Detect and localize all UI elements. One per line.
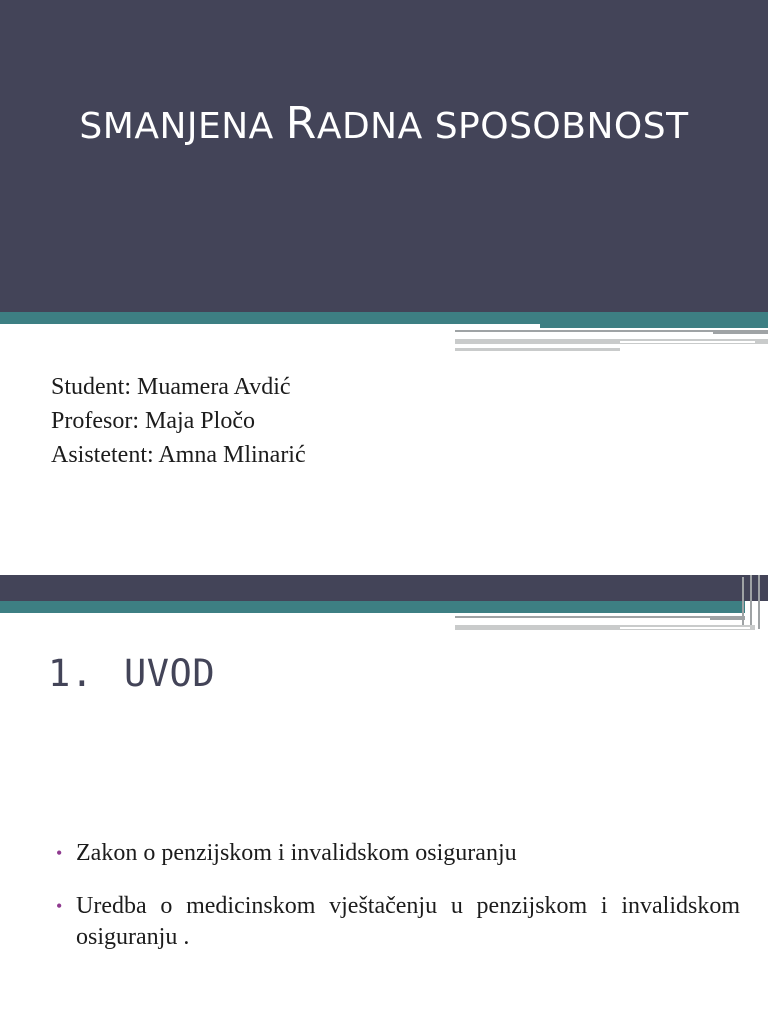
accent-stripe (0, 601, 745, 613)
bullet-dot-icon: • (56, 843, 63, 863)
assistant-line: Asistetent: Amna Mlinarić (51, 442, 306, 468)
header-band (0, 0, 768, 312)
decor-line (620, 341, 755, 343)
accent-stripe-right (540, 312, 768, 328)
accent-stripe (0, 312, 540, 324)
decor-line (455, 618, 710, 620)
list-item: • Zakon o penzijskom i invalidskom osiguranju (56, 838, 740, 869)
section-number: 1. (48, 652, 94, 695)
section-heading (48, 652, 215, 695)
header-band (0, 575, 768, 601)
decor-line (750, 575, 752, 629)
decor-line (758, 575, 760, 629)
section-title: UVOD (124, 652, 216, 695)
professor-line: Profesor: Maja Pločo (51, 408, 255, 434)
student-line: Student: Muamera Avdić (51, 374, 291, 400)
decor-line (620, 627, 750, 629)
decor-line (455, 348, 620, 351)
list-item: • Uredba o medicinskom vještačenju u penzijskom i invalidskom osiguranju . (56, 893, 740, 950)
credits-block (51, 370, 306, 472)
bullet-dot-icon: • (56, 896, 63, 916)
bullet-list (56, 838, 740, 975)
slide-title: SMANJENA RADNA SPOSOBNOST (79, 98, 689, 149)
decor-line (455, 332, 713, 334)
